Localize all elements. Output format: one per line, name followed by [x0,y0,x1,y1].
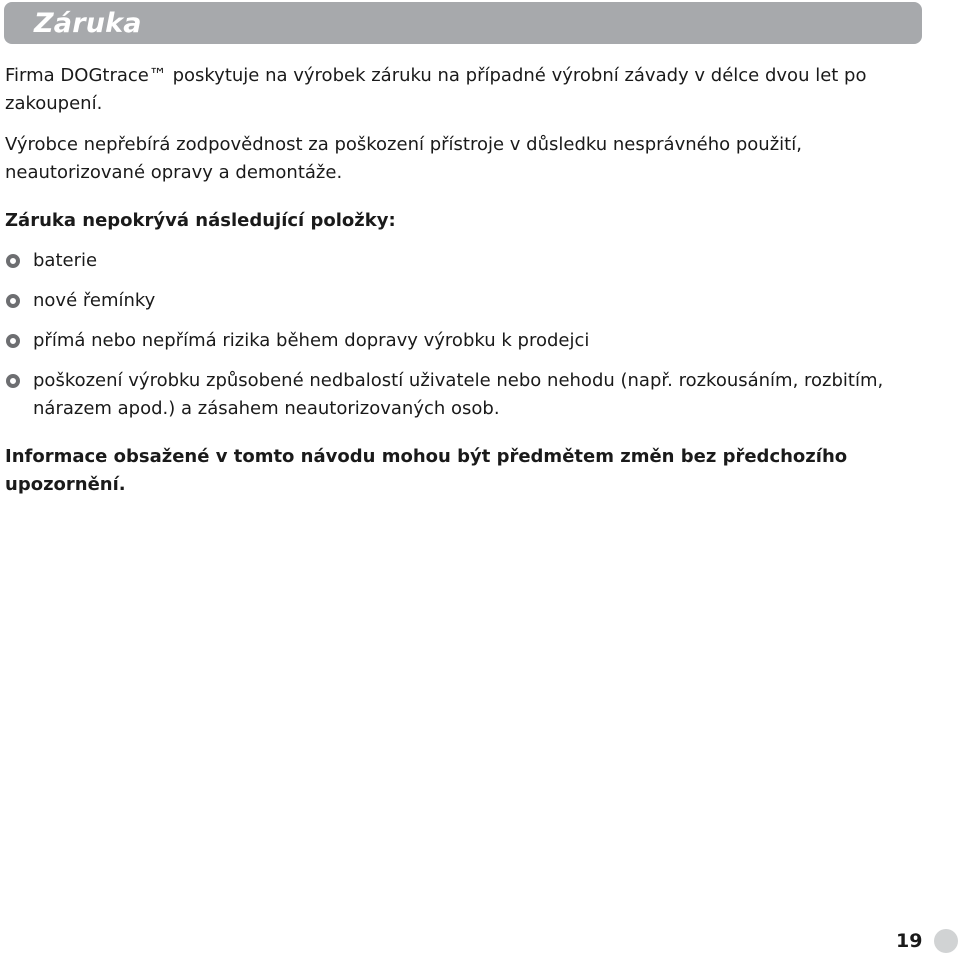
page-marker-dot [934,929,958,953]
list-item-text: baterie [33,250,98,271]
circle-bullet-icon [6,334,20,348]
list-item-text: poškození výrobku způsobené nedbalostí uživatele nebo nehodu (např. rozkousáním, rozbitím, nárazem apod.) a zásahem neautorizovaných osob. [33,370,884,419]
circle-bullet-icon [6,254,20,268]
list-item [5,287,905,315]
warranty-paragraph: Firma DOGtrace™ poskytuje na výrobek záruku na případné výrobní závady v délce dvou let po zakoupení. [5,65,867,114]
list-item [5,247,905,275]
section-title-bar [4,2,922,44]
exclusions-heading: Záruka nepokrývá následující položky: [5,210,396,231]
list-item-text: nové řemínky [33,290,156,311]
list-item-text: přímá nebo nepřímá rizika během dopravy výrobku k prodejci [33,330,590,351]
page-number: 19 [896,930,923,952]
exclusions-list [5,247,905,423]
list-item [5,367,905,423]
list-item [5,327,905,355]
liability-paragraph: Výrobce nepřebírá zodpovědnost za poškození přístroje v důsledku nesprávného použití, neautorizované opravy a demontáže. [5,134,802,183]
circle-bullet-icon [6,374,20,388]
change-notice: Informace obsažené v tomto návodu mohou být předmětem změn bez předchozího upozornění. [5,446,848,495]
circle-bullet-icon [6,294,20,308]
section-title: Záruka [34,7,142,39]
warranty-content [5,62,905,499]
